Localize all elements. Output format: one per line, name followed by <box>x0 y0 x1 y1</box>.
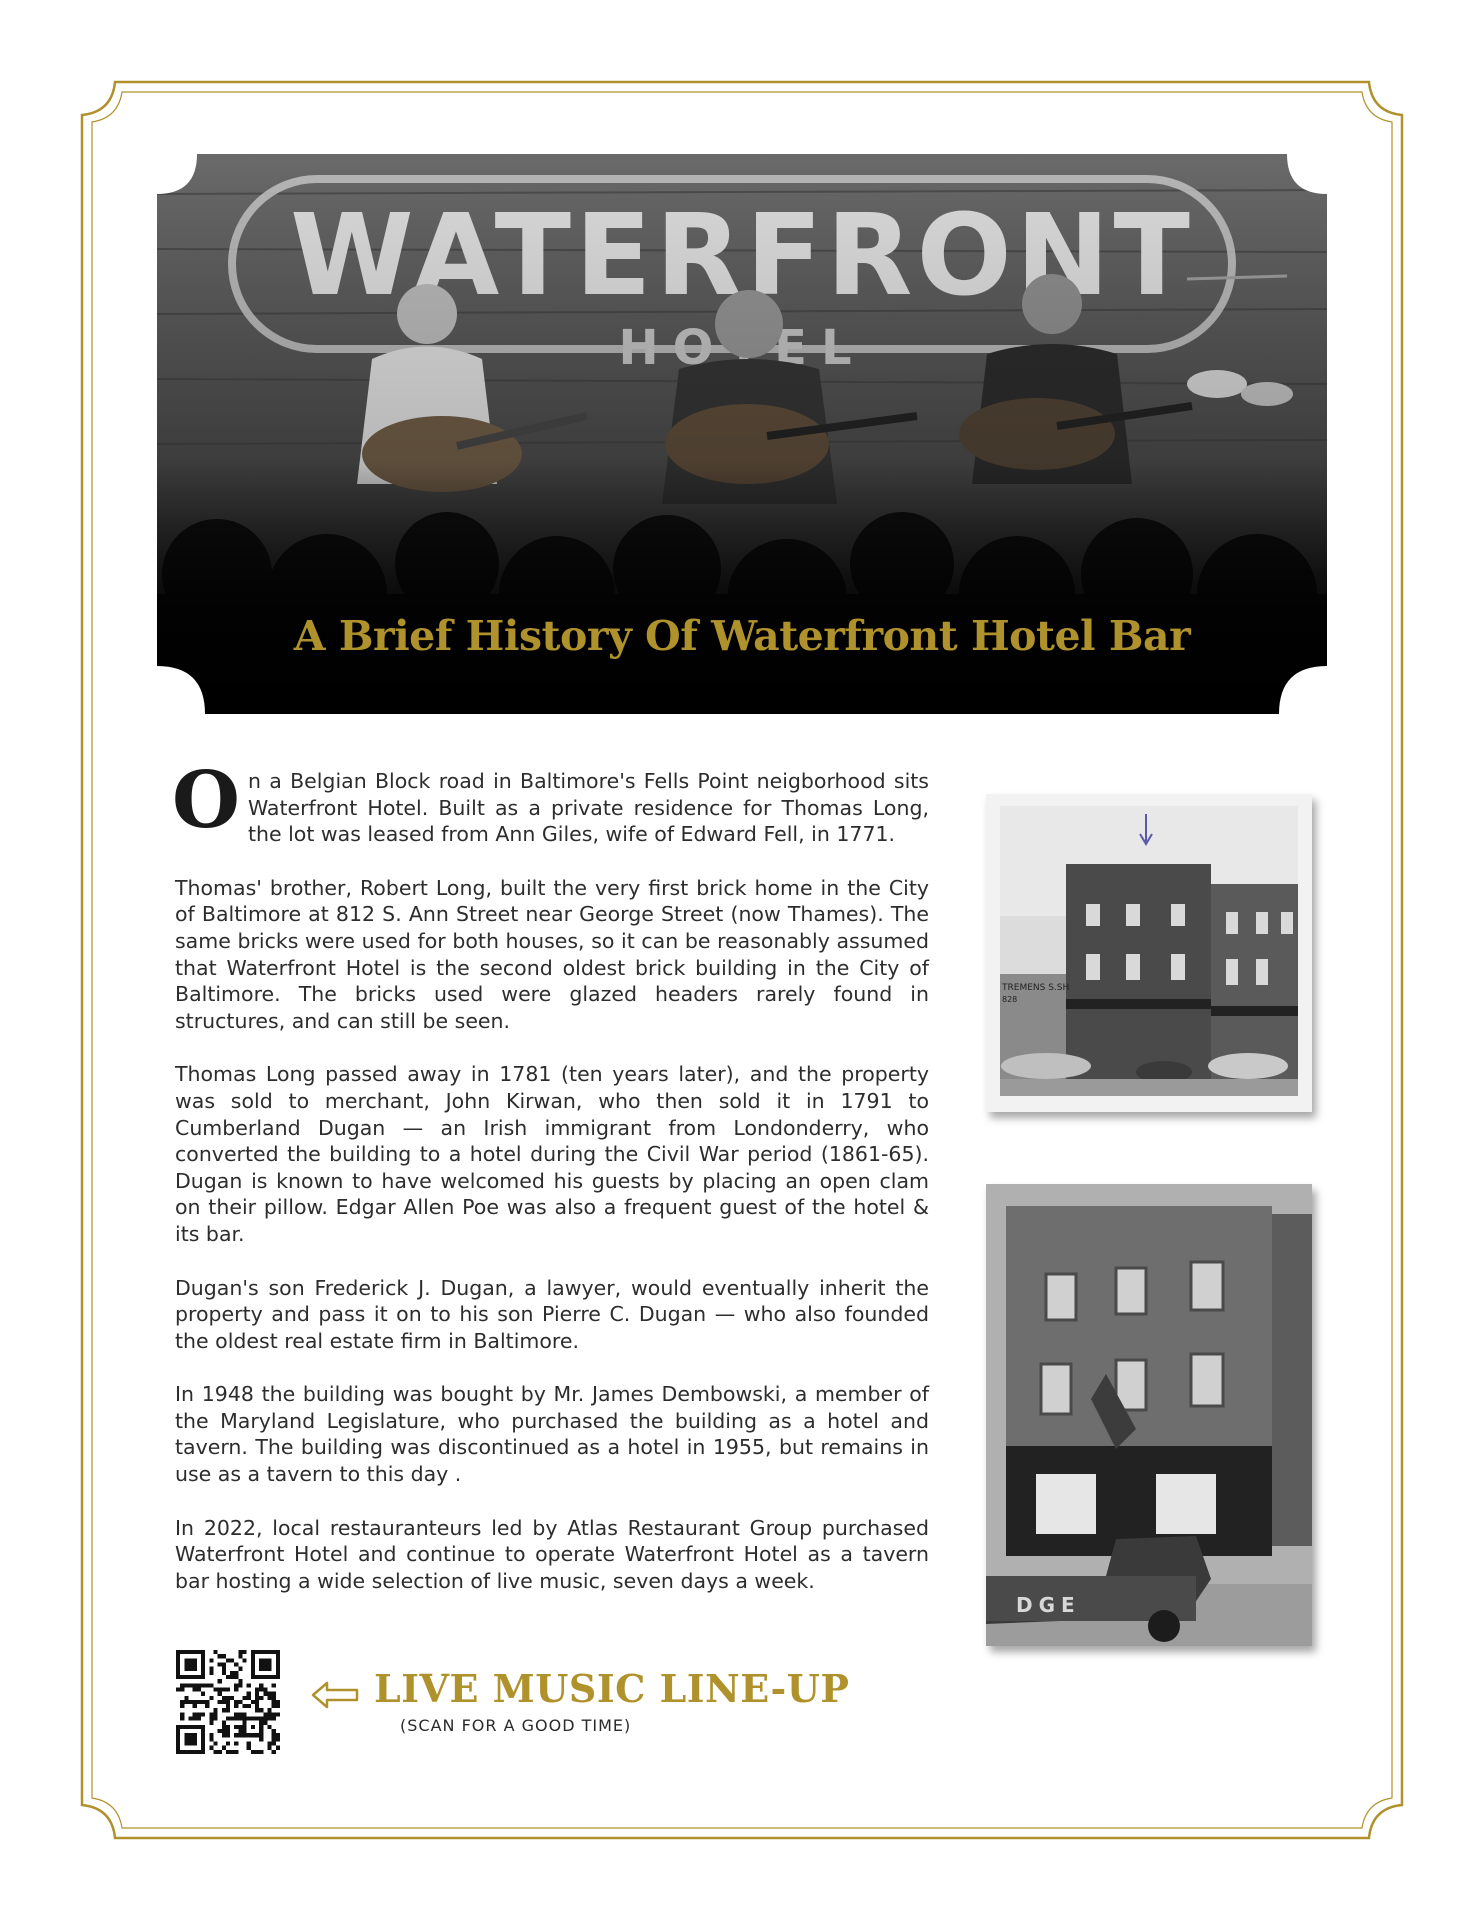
paragraph-4: Dugan's son Frederick J. Dugan, a lawyer, would eventually inherit the property and pass it on to his son Pierre C. Dugan — who also founded the oldest real estate firm in Baltimore. <box>175 1275 929 1353</box>
live-music-title: LIVE MUSIC LINE-UP <box>374 1666 850 1711</box>
paragraph-6: In 2022, local restauranteurs led by Atlas Restaurant Group purchased Waterfront Hotel and continue to operate Waterfront Hotel as a tavern bar hosting a wide selection of live music, seven days a week. <box>175 1515 929 1593</box>
history-article <box>172 755 929 1621</box>
paragraph-1 <box>172 755 929 848</box>
drop-cap: O <box>172 755 240 846</box>
paragraph-3: Thomas Long passed away in 1781 (ten years later), and the property was sold to merchant, John Kirwan, who then sold it in 1791 to Cumberland Dugan — an Irish immigrant from Londonderry, who converted the building to a hotel during the Civil War period (1861-65). Dugan is known to have welcomed his guests by placing an open clam on their pillow. Edgar Allen Poe was also a frequent guest of the hotel & its bar. <box>175 1062 929 1246</box>
paragraph-2: Thomas' brother, Robert Long, built the very first brick home in the City of Baltimore at 812 S. Ann Street near George Street (now Thames). The same bricks were used for both houses, so it can be reasonably assumed that Waterfront Hotel is the second oldest brick building in the City of Baltimore. The bricks used were glazed headers rarely found in structures, and can still be seen. <box>175 875 929 1033</box>
photo2-truck-text: DGE <box>1016 1593 1081 1617</box>
photo1-sign-text: TREMENS S.SH <box>1002 983 1070 993</box>
historic-photo-facade <box>986 1184 1312 1646</box>
photo1-number-text: 828 <box>1002 995 1018 1004</box>
live-music-subtitle: (SCAN FOR A GOOD TIME) <box>400 1716 632 1735</box>
qr-code[interactable] <box>176 1650 280 1754</box>
paragraph-5: In 1948 the building was bought by Mr. James Dembowski, a member of the Maryland Legislature, who purchased the building as a hotel and tavern. The building was discontinued as a hotel in 1955, but remains in use as a tavern to this day . <box>175 1382 929 1487</box>
historic-photo-street <box>986 794 1312 1112</box>
page-title: A Brief History Of Waterfront Hotel Bar <box>293 612 1191 660</box>
paragraph-1-text: n a Belgian Block road in Baltimore's Fells Point neigborhood sits Waterfront Hotel. Built as a private residence for Thomas Long, the lot was leased from Ann Giles, wife of Edward Fell, in 1771. <box>247 769 929 847</box>
arrow-left-icon <box>311 1680 359 1710</box>
